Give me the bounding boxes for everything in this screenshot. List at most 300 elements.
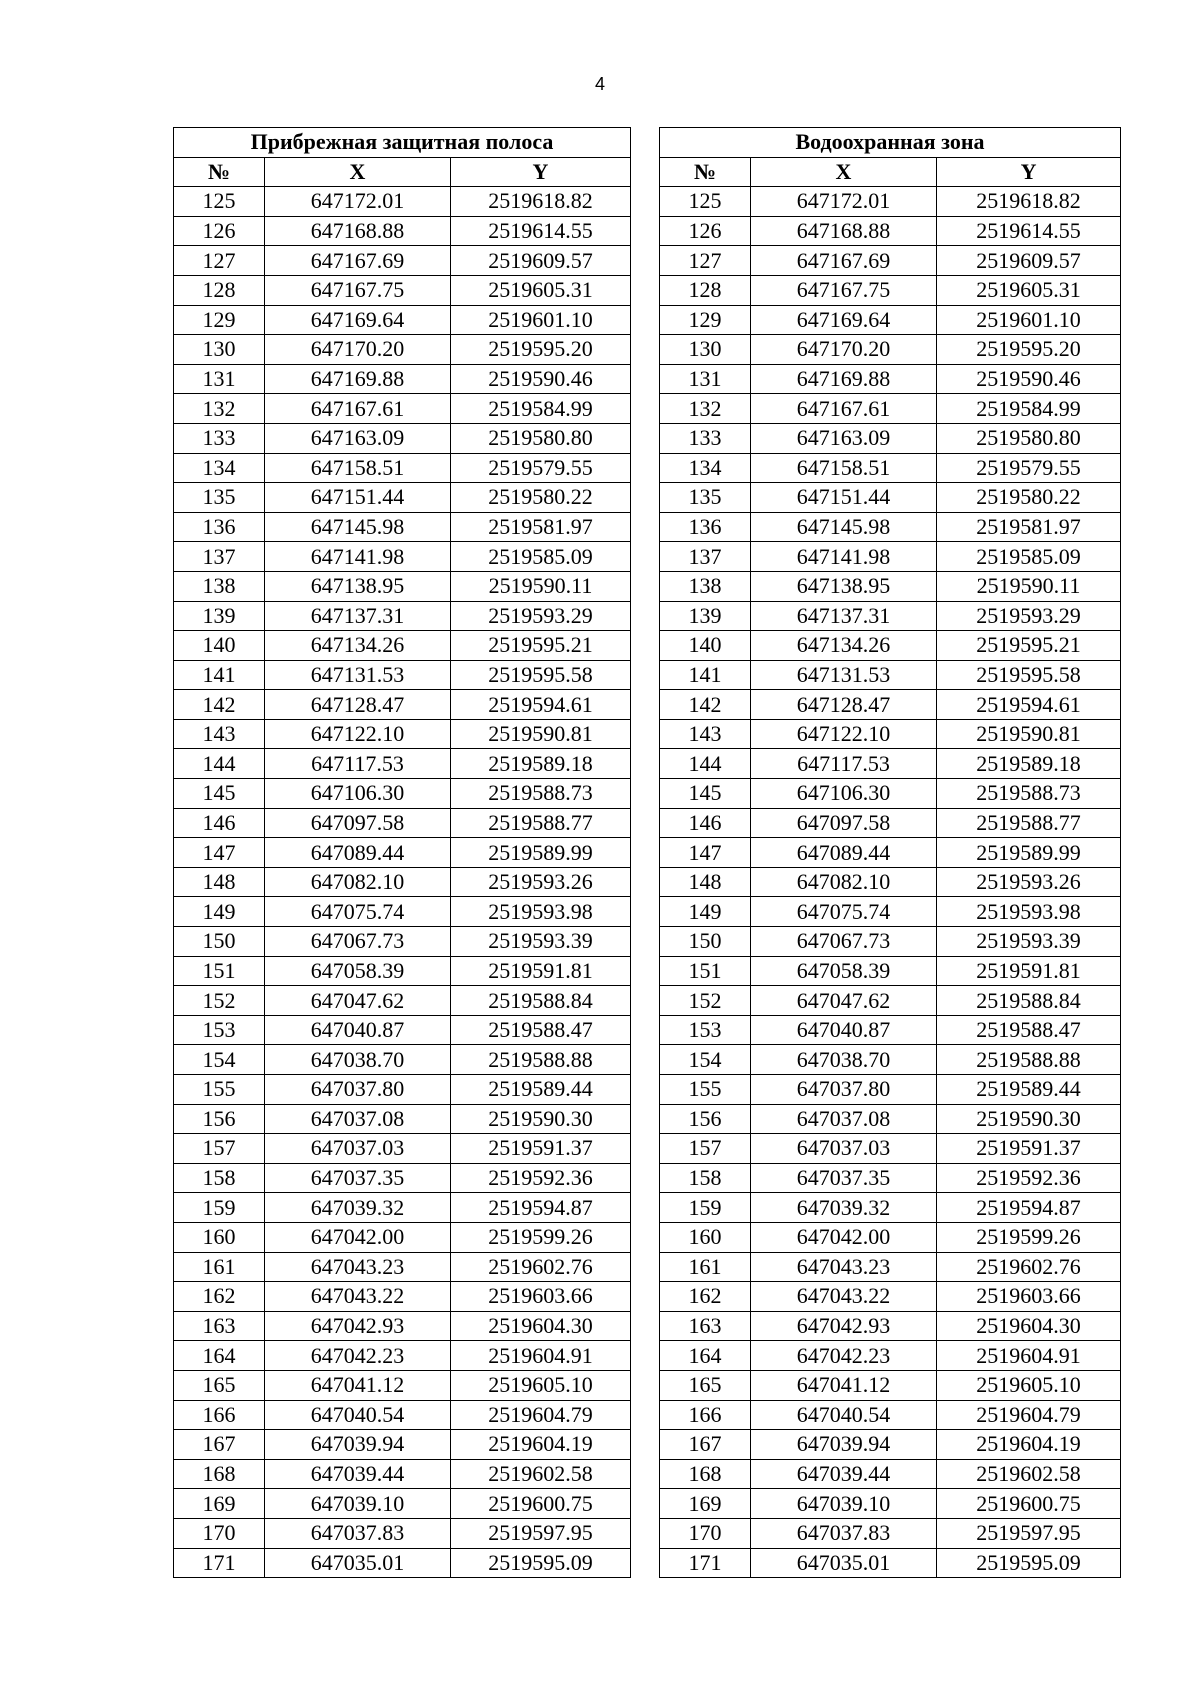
column-gap xyxy=(631,512,660,542)
right-x-coordinate: 647037.35 xyxy=(751,1163,937,1193)
right-x-coordinate: 647037.83 xyxy=(751,1518,937,1548)
column-gap xyxy=(631,216,660,246)
right-x-coordinate: 647138.95 xyxy=(751,571,937,601)
left-y-coordinate: 2519609.57 xyxy=(451,246,631,276)
table-row xyxy=(174,453,1121,483)
left-point-number: 148 xyxy=(174,867,265,897)
right-y-coordinate: 2519588.73 xyxy=(937,779,1121,809)
right-point-number: 159 xyxy=(660,1193,751,1223)
left-section-title: Прибрежная защитная полоса xyxy=(174,128,631,158)
column-gap xyxy=(631,1015,660,1045)
right-x-coordinate: 647117.53 xyxy=(751,749,937,779)
left-point-number: 168 xyxy=(174,1459,265,1489)
table-row xyxy=(174,216,1121,246)
right-y-coordinate: 2519589.18 xyxy=(937,749,1121,779)
table-row xyxy=(174,246,1121,276)
column-gap xyxy=(631,719,660,749)
right-y-coordinate: 2519594.87 xyxy=(937,1193,1121,1223)
right-x-coordinate: 647089.44 xyxy=(751,838,937,868)
left-y-coordinate: 2519618.82 xyxy=(451,187,631,217)
left-point-number: 164 xyxy=(174,1341,265,1371)
left-x-coordinate: 647151.44 xyxy=(265,483,451,513)
left-x-coordinate: 647137.31 xyxy=(265,601,451,631)
column-gap xyxy=(631,394,660,424)
table-row xyxy=(174,1075,1121,1105)
left-y-coordinate: 2519602.76 xyxy=(451,1252,631,1282)
right-x-coordinate: 647047.62 xyxy=(751,986,937,1016)
left-y-coordinate: 2519604.19 xyxy=(451,1430,631,1460)
table-row xyxy=(174,1282,1121,1312)
column-gap xyxy=(631,749,660,779)
left-x-coordinate: 647106.30 xyxy=(265,779,451,809)
right-x-coordinate: 647039.44 xyxy=(751,1459,937,1489)
right-point-number: 156 xyxy=(660,1104,751,1134)
left-y-coordinate: 2519593.39 xyxy=(451,927,631,957)
table-row xyxy=(174,867,1121,897)
right-point-number: 142 xyxy=(660,690,751,720)
right-x-coordinate: 647170.20 xyxy=(751,335,937,365)
left-y-coordinate: 2519600.75 xyxy=(451,1489,631,1519)
table-row xyxy=(174,1134,1121,1164)
left-point-number: 138 xyxy=(174,571,265,601)
left-x-coordinate: 647167.61 xyxy=(265,394,451,424)
column-gap xyxy=(631,927,660,957)
column-gap xyxy=(631,246,660,276)
table-row xyxy=(174,631,1121,661)
right-point-number: 148 xyxy=(660,867,751,897)
left-y-coordinate: 2519604.30 xyxy=(451,1311,631,1341)
left-y-coordinate: 2519588.47 xyxy=(451,1015,631,1045)
right-point-number: 158 xyxy=(660,1163,751,1193)
table-row xyxy=(174,1459,1121,1489)
right-y-coordinate: 2519592.36 xyxy=(937,1163,1121,1193)
table-row xyxy=(174,305,1121,335)
left-x-coordinate: 647042.00 xyxy=(265,1222,451,1252)
left-point-number: 128 xyxy=(174,275,265,305)
right-y-coordinate: 2519593.98 xyxy=(937,897,1121,927)
left-x-coordinate: 647039.44 xyxy=(265,1459,451,1489)
column-gap xyxy=(631,690,660,720)
left-x-coordinate: 647169.88 xyxy=(265,364,451,394)
right-point-number: 169 xyxy=(660,1489,751,1519)
left-point-number: 160 xyxy=(174,1222,265,1252)
left-x-coordinate: 647040.54 xyxy=(265,1400,451,1430)
left-point-number: 154 xyxy=(174,1045,265,1075)
left-point-number: 134 xyxy=(174,453,265,483)
right-point-number: 151 xyxy=(660,956,751,986)
table-row xyxy=(174,1193,1121,1223)
right-x-coordinate: 647043.23 xyxy=(751,1252,937,1282)
column-gap xyxy=(631,157,660,187)
left-y-coordinate: 2519599.26 xyxy=(451,1222,631,1252)
table-row xyxy=(174,1104,1121,1134)
right-point-number: 163 xyxy=(660,1311,751,1341)
right-point-number: 125 xyxy=(660,187,751,217)
left-point-number: 126 xyxy=(174,216,265,246)
left-y-coordinate: 2519595.09 xyxy=(451,1548,631,1578)
table-row xyxy=(174,601,1121,631)
right-y-coordinate: 2519588.84 xyxy=(937,986,1121,1016)
right-point-number: 137 xyxy=(660,542,751,572)
column-gap xyxy=(631,1311,660,1341)
table-row xyxy=(174,1222,1121,1252)
left-y-coordinate: 2519597.95 xyxy=(451,1518,631,1548)
left-y-coordinate: 2519595.20 xyxy=(451,335,631,365)
left-point-number: 125 xyxy=(174,187,265,217)
left-x-coordinate: 647037.03 xyxy=(265,1134,451,1164)
table-row xyxy=(174,1548,1121,1578)
right-point-number: 127 xyxy=(660,246,751,276)
right-y-coordinate: 2519600.75 xyxy=(937,1489,1121,1519)
right-x-coordinate: 647163.09 xyxy=(751,423,937,453)
left-header-number: № xyxy=(174,157,265,187)
right-x-coordinate: 647167.75 xyxy=(751,275,937,305)
left-x-coordinate: 647040.87 xyxy=(265,1015,451,1045)
left-point-number: 137 xyxy=(174,542,265,572)
left-y-coordinate: 2519591.37 xyxy=(451,1134,631,1164)
left-y-coordinate: 2519603.66 xyxy=(451,1282,631,1312)
table-row xyxy=(174,542,1121,572)
left-x-coordinate: 647117.53 xyxy=(265,749,451,779)
right-y-coordinate: 2519591.37 xyxy=(937,1134,1121,1164)
right-point-number: 134 xyxy=(660,453,751,483)
left-point-number: 165 xyxy=(174,1370,265,1400)
table-row xyxy=(174,275,1121,305)
left-point-number: 129 xyxy=(174,305,265,335)
right-x-coordinate: 647167.61 xyxy=(751,394,937,424)
table-row xyxy=(174,187,1121,217)
right-x-coordinate: 647169.64 xyxy=(751,305,937,335)
left-point-number: 136 xyxy=(174,512,265,542)
left-point-number: 167 xyxy=(174,1430,265,1460)
left-y-coordinate: 2519580.22 xyxy=(451,483,631,513)
table-row xyxy=(174,1163,1121,1193)
right-point-number: 166 xyxy=(660,1400,751,1430)
right-y-coordinate: 2519591.81 xyxy=(937,956,1121,986)
right-point-number: 132 xyxy=(660,394,751,424)
left-point-number: 145 xyxy=(174,779,265,809)
column-gap xyxy=(631,838,660,868)
left-y-coordinate: 2519588.88 xyxy=(451,1045,631,1075)
left-y-coordinate: 2519593.29 xyxy=(451,601,631,631)
right-point-number: 155 xyxy=(660,1075,751,1105)
left-point-number: 140 xyxy=(174,631,265,661)
left-y-coordinate: 2519605.10 xyxy=(451,1370,631,1400)
right-x-coordinate: 647041.12 xyxy=(751,1370,937,1400)
left-point-number: 162 xyxy=(174,1282,265,1312)
right-y-coordinate: 2519604.91 xyxy=(937,1341,1121,1371)
table-row xyxy=(174,364,1121,394)
left-point-number: 157 xyxy=(174,1134,265,1164)
column-gap xyxy=(631,867,660,897)
left-x-coordinate: 647067.73 xyxy=(265,927,451,957)
right-section-title: Водоохранная зона xyxy=(660,128,1121,158)
left-y-coordinate: 2519588.73 xyxy=(451,779,631,809)
table-row xyxy=(174,1015,1121,1045)
right-y-coordinate: 2519593.29 xyxy=(937,601,1121,631)
table-row xyxy=(174,1252,1121,1282)
right-x-coordinate: 647131.53 xyxy=(751,660,937,690)
table-row xyxy=(174,1400,1121,1430)
right-y-coordinate: 2519604.79 xyxy=(937,1400,1121,1430)
left-x-coordinate: 647170.20 xyxy=(265,335,451,365)
right-y-coordinate: 2519599.26 xyxy=(937,1222,1121,1252)
right-x-coordinate: 647151.44 xyxy=(751,483,937,513)
left-x-coordinate: 647037.80 xyxy=(265,1075,451,1105)
right-point-number: 171 xyxy=(660,1548,751,1578)
right-y-coordinate: 2519590.30 xyxy=(937,1104,1121,1134)
column-gap xyxy=(631,483,660,513)
left-point-number: 144 xyxy=(174,749,265,779)
right-x-coordinate: 647039.32 xyxy=(751,1193,937,1223)
left-x-coordinate: 647041.12 xyxy=(265,1370,451,1400)
table-row xyxy=(174,483,1121,513)
left-point-number: 156 xyxy=(174,1104,265,1134)
left-y-coordinate: 2519590.11 xyxy=(451,571,631,601)
right-x-coordinate: 647042.93 xyxy=(751,1311,937,1341)
right-point-number: 130 xyxy=(660,335,751,365)
left-x-coordinate: 647047.62 xyxy=(265,986,451,1016)
right-point-number: 152 xyxy=(660,986,751,1016)
left-x-coordinate: 647167.75 xyxy=(265,275,451,305)
left-x-coordinate: 647042.23 xyxy=(265,1341,451,1371)
right-y-coordinate: 2519588.47 xyxy=(937,1015,1121,1045)
right-y-coordinate: 2519580.22 xyxy=(937,483,1121,513)
coordinates-body xyxy=(174,187,1121,1578)
column-gap xyxy=(631,1252,660,1282)
column-gap xyxy=(631,956,660,986)
column-gap xyxy=(631,1222,660,1252)
column-gap xyxy=(631,1548,660,1578)
right-x-coordinate: 647037.80 xyxy=(751,1075,937,1105)
right-x-coordinate: 647082.10 xyxy=(751,867,937,897)
left-point-number: 147 xyxy=(174,838,265,868)
right-point-number: 154 xyxy=(660,1045,751,1075)
left-x-coordinate: 647037.83 xyxy=(265,1518,451,1548)
left-y-coordinate: 2519605.31 xyxy=(451,275,631,305)
right-x-coordinate: 647037.08 xyxy=(751,1104,937,1134)
left-y-coordinate: 2519580.80 xyxy=(451,423,631,453)
left-x-coordinate: 647082.10 xyxy=(265,867,451,897)
table-row xyxy=(174,660,1121,690)
left-point-number: 159 xyxy=(174,1193,265,1223)
left-y-coordinate: 2519595.58 xyxy=(451,660,631,690)
table-row xyxy=(174,1370,1121,1400)
right-point-number: 136 xyxy=(660,512,751,542)
table-row xyxy=(174,512,1121,542)
right-point-number: 140 xyxy=(660,631,751,661)
right-x-coordinate: 647097.58 xyxy=(751,808,937,838)
table-row xyxy=(174,838,1121,868)
left-x-coordinate: 647035.01 xyxy=(265,1548,451,1578)
right-y-coordinate: 2519595.21 xyxy=(937,631,1121,661)
right-point-number: 139 xyxy=(660,601,751,631)
left-point-number: 133 xyxy=(174,423,265,453)
left-x-coordinate: 647131.53 xyxy=(265,660,451,690)
table-row xyxy=(174,335,1121,365)
column-gap xyxy=(631,1370,660,1400)
left-y-coordinate: 2519602.58 xyxy=(451,1459,631,1489)
left-y-coordinate: 2519591.81 xyxy=(451,956,631,986)
right-x-coordinate: 647058.39 xyxy=(751,956,937,986)
column-gap xyxy=(631,1075,660,1105)
column-gap xyxy=(631,423,660,453)
left-point-number: 171 xyxy=(174,1548,265,1578)
left-x-coordinate: 647039.10 xyxy=(265,1489,451,1519)
column-gap xyxy=(631,1163,660,1193)
left-point-number: 141 xyxy=(174,660,265,690)
column-gap xyxy=(631,897,660,927)
right-point-number: 160 xyxy=(660,1222,751,1252)
column-gap xyxy=(631,986,660,1016)
right-y-coordinate: 2519602.76 xyxy=(937,1252,1121,1282)
right-x-coordinate: 647039.94 xyxy=(751,1430,937,1460)
column-gap xyxy=(631,128,660,158)
right-y-coordinate: 2519580.80 xyxy=(937,423,1121,453)
right-x-coordinate: 647106.30 xyxy=(751,779,937,809)
left-x-coordinate: 647158.51 xyxy=(265,453,451,483)
right-x-coordinate: 647167.69 xyxy=(751,246,937,276)
left-y-coordinate: 2519589.18 xyxy=(451,749,631,779)
table-row xyxy=(174,571,1121,601)
left-x-coordinate: 647058.39 xyxy=(265,956,451,986)
table-row xyxy=(174,1518,1121,1548)
column-gap xyxy=(631,275,660,305)
right-y-coordinate: 2519594.61 xyxy=(937,690,1121,720)
right-point-number: 143 xyxy=(660,719,751,749)
column-gap xyxy=(631,1341,660,1371)
right-y-coordinate: 2519589.99 xyxy=(937,838,1121,868)
right-y-coordinate: 2519603.66 xyxy=(937,1282,1121,1312)
right-point-number: 147 xyxy=(660,838,751,868)
right-y-coordinate: 2519590.11 xyxy=(937,571,1121,601)
left-x-coordinate: 647145.98 xyxy=(265,512,451,542)
left-point-number: 155 xyxy=(174,1075,265,1105)
column-gap xyxy=(631,1193,660,1223)
left-x-coordinate: 647039.94 xyxy=(265,1430,451,1460)
table-row xyxy=(174,1045,1121,1075)
right-x-coordinate: 647137.31 xyxy=(751,601,937,631)
table-row xyxy=(174,423,1121,453)
table-row xyxy=(174,1311,1121,1341)
left-point-number: 130 xyxy=(174,335,265,365)
right-x-coordinate: 647067.73 xyxy=(751,927,937,957)
right-x-coordinate: 647040.54 xyxy=(751,1400,937,1430)
right-x-coordinate: 647134.26 xyxy=(751,631,937,661)
right-point-number: 133 xyxy=(660,423,751,453)
left-point-number: 139 xyxy=(174,601,265,631)
left-x-coordinate: 647122.10 xyxy=(265,719,451,749)
column-gap xyxy=(631,187,660,217)
left-point-number: 146 xyxy=(174,808,265,838)
right-x-coordinate: 647039.10 xyxy=(751,1489,937,1519)
right-point-number: 167 xyxy=(660,1430,751,1460)
left-x-coordinate: 647039.32 xyxy=(265,1193,451,1223)
right-x-coordinate: 647042.00 xyxy=(751,1222,937,1252)
left-point-number: 153 xyxy=(174,1015,265,1045)
right-point-number: 131 xyxy=(660,364,751,394)
right-y-coordinate: 2519604.30 xyxy=(937,1311,1121,1341)
column-gap xyxy=(631,335,660,365)
right-point-number: 141 xyxy=(660,660,751,690)
left-point-number: 131 xyxy=(174,364,265,394)
right-y-coordinate: 2519581.97 xyxy=(937,512,1121,542)
left-point-number: 149 xyxy=(174,897,265,927)
left-y-coordinate: 2519593.98 xyxy=(451,897,631,927)
right-y-coordinate: 2519593.26 xyxy=(937,867,1121,897)
left-point-number: 142 xyxy=(174,690,265,720)
table-row xyxy=(174,1341,1121,1371)
left-header-y: Y xyxy=(451,157,631,187)
left-point-number: 166 xyxy=(174,1400,265,1430)
left-x-coordinate: 647168.88 xyxy=(265,216,451,246)
left-x-coordinate: 647037.08 xyxy=(265,1104,451,1134)
right-point-number: 150 xyxy=(660,927,751,957)
right-point-number: 149 xyxy=(660,897,751,927)
column-gap xyxy=(631,542,660,572)
left-point-number: 161 xyxy=(174,1252,265,1282)
column-gap xyxy=(631,779,660,809)
table-row xyxy=(174,956,1121,986)
table-row xyxy=(174,779,1121,809)
left-point-number: 158 xyxy=(174,1163,265,1193)
column-gap xyxy=(631,453,660,483)
column-gap xyxy=(631,660,660,690)
right-y-coordinate: 2519609.57 xyxy=(937,246,1121,276)
right-x-coordinate: 647169.88 xyxy=(751,364,937,394)
right-y-coordinate: 2519614.55 xyxy=(937,216,1121,246)
left-x-coordinate: 647037.35 xyxy=(265,1163,451,1193)
right-y-coordinate: 2519595.58 xyxy=(937,660,1121,690)
left-x-coordinate: 647038.70 xyxy=(265,1045,451,1075)
right-point-number: 161 xyxy=(660,1252,751,1282)
left-y-coordinate: 2519579.55 xyxy=(451,453,631,483)
right-x-coordinate: 647168.88 xyxy=(751,216,937,246)
right-y-coordinate: 2519589.44 xyxy=(937,1075,1121,1105)
table-row xyxy=(174,927,1121,957)
column-gap xyxy=(631,808,660,838)
right-point-number: 153 xyxy=(660,1015,751,1045)
left-y-coordinate: 2519588.84 xyxy=(451,986,631,1016)
left-point-number: 135 xyxy=(174,483,265,513)
right-x-coordinate: 647035.01 xyxy=(751,1548,937,1578)
left-point-number: 170 xyxy=(174,1518,265,1548)
left-point-number: 163 xyxy=(174,1311,265,1341)
right-point-number: 135 xyxy=(660,483,751,513)
table-row xyxy=(174,749,1121,779)
left-point-number: 143 xyxy=(174,719,265,749)
left-header-x: X xyxy=(265,157,451,187)
left-y-coordinate: 2519585.09 xyxy=(451,542,631,572)
coordinates-table xyxy=(173,127,1121,1578)
right-y-coordinate: 2519585.09 xyxy=(937,542,1121,572)
left-y-coordinate: 2519590.81 xyxy=(451,719,631,749)
left-x-coordinate: 647128.47 xyxy=(265,690,451,720)
right-point-number: 170 xyxy=(660,1518,751,1548)
section-title-row xyxy=(174,128,1121,158)
left-x-coordinate: 647043.23 xyxy=(265,1252,451,1282)
right-y-coordinate: 2519604.19 xyxy=(937,1430,1121,1460)
right-y-coordinate: 2519605.31 xyxy=(937,275,1121,305)
right-x-coordinate: 647128.47 xyxy=(751,690,937,720)
column-gap xyxy=(631,1400,660,1430)
left-x-coordinate: 647167.69 xyxy=(265,246,451,276)
right-x-coordinate: 647043.22 xyxy=(751,1282,937,1312)
column-gap xyxy=(631,1489,660,1519)
right-y-coordinate: 2519588.88 xyxy=(937,1045,1121,1075)
right-x-coordinate: 647038.70 xyxy=(751,1045,937,1075)
left-y-coordinate: 2519589.99 xyxy=(451,838,631,868)
